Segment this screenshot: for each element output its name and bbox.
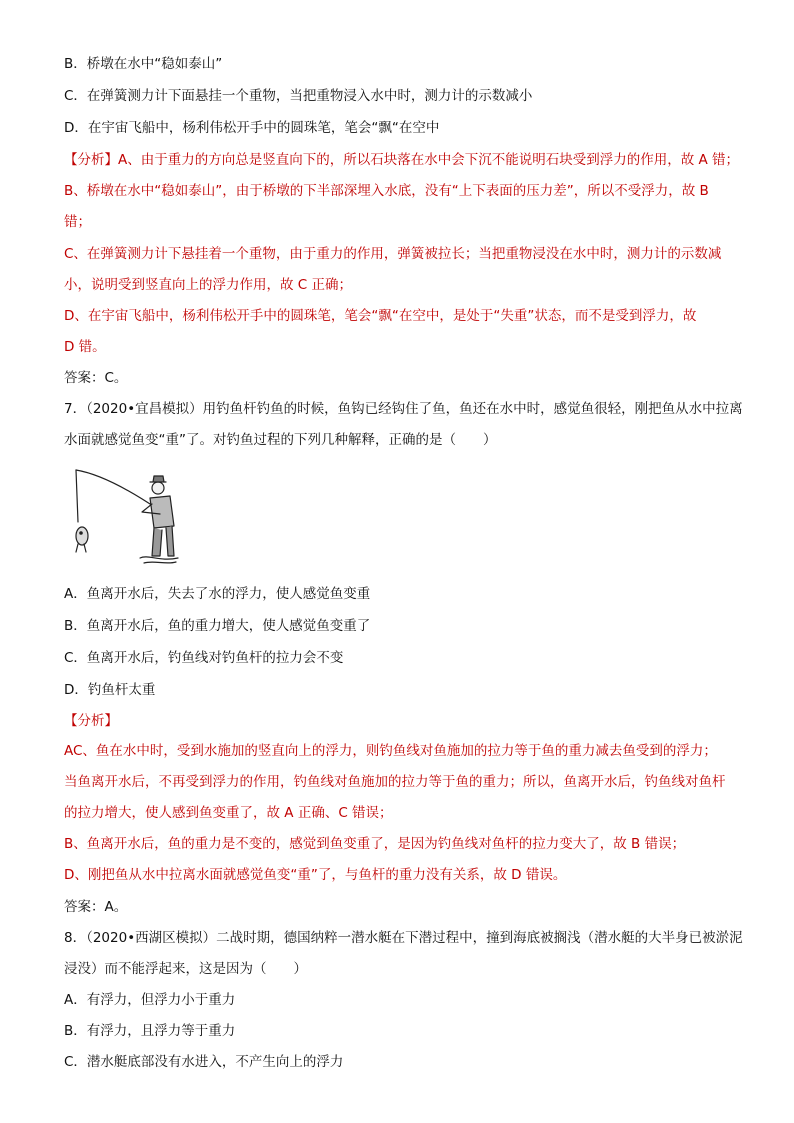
analysis-line: 的拉力增大，使人感到鱼变重了，故 A 正确、C 错误；	[64, 805, 393, 821]
question-7-stem: 7．（2020•宜昌模拟）用钓鱼杆钓鱼的时候，鱼钩已经钩住了鱼，鱼还在水中时，感觉鱼很轻，刚把鱼从水中拉离	[64, 401, 743, 417]
fishing-man-illustration	[70, 464, 180, 566]
option-c: C．潜水艇底部没有水进入，不产生向上的浮力	[64, 1054, 344, 1070]
analysis-line: 当鱼离开水后，不再受到浮力的作用，钓鱼线对鱼施加的拉力等于鱼的重力；所以，鱼离开水后，钓鱼线对鱼杆	[64, 774, 726, 790]
analysis-line: D 错。	[64, 339, 106, 355]
analysis-label: 【分析】	[64, 713, 118, 729]
analysis-line: AC、鱼在水中时，受到水施加的竖直向上的浮力，则钓鱼线对鱼施加的拉力等于鱼的重力减去鱼受到的浮力；	[64, 743, 717, 759]
option-b: B．桥墩在水中“稳如泰山”	[64, 56, 223, 72]
option-d: D．在宇宙飞船中，杨利伟松开手中的圆珠笔，笔会“飘“在空中	[64, 120, 440, 136]
answer: 答案：C。	[64, 370, 128, 386]
question-8-stem: 浸没）而不能浮起来，这是因为（ ）	[64, 961, 307, 977]
analysis-line: D、在宇宙飞船中，杨利伟松开手中的圆珠笔，笔会“飘“在空中，是处于“失重”状态，而不是受到浮力，故	[64, 308, 697, 324]
answer: 答案：A。	[64, 899, 128, 915]
analysis-line: B、鱼离开水后，鱼的重力是不变的，感觉到鱼变重了，是因为钓鱼线对鱼杆的拉力变大了，故 B 错误；	[64, 836, 686, 852]
option-a: A．有浮力，但浮力小于重力	[64, 992, 236, 1008]
option-b: B．鱼离开水后，鱼的重力增大，使人感觉鱼变重了	[64, 618, 371, 634]
option-d: D．钓鱼杆太重	[64, 682, 156, 698]
analysis-line: D、刚把鱼从水中拉离水面就感觉鱼变“重”了，与鱼杆的重力没有关系，故 D 错误。	[64, 867, 567, 883]
option-c: C．鱼离开水后，钓鱼线对钓鱼杆的拉力会不变	[64, 650, 344, 666]
analysis-line: B、桥墩在水中“稳如泰山”，由于桥墩的下半部深埋入水底，没有“上下表面的压力差”，所以不受浮力，故 B	[64, 183, 709, 199]
option-a: A．鱼离开水后，失去了水的浮力，使人感觉鱼变重	[64, 586, 371, 602]
option-c: C．在弹簧测力计下面悬挂一个重物，当把重物浸入水中时，测力计的示数减小	[64, 88, 533, 104]
analysis-line: 【分析】A、由于重力的方向总是竖直向下的，所以石块落在水中会下沉不能说明石块受到浮力的作用，故 A 错；	[64, 152, 740, 168]
analysis-line: C、在弹簧测力计下悬挂着一个重物，由于重力的作用，弹簧被拉长；当把重物浸没在水中时，测力计的示数减	[64, 246, 722, 262]
question-7-stem: 水面就感觉鱼变“重”了。对钓鱼过程的下列几种解释，正确的是（ ）	[64, 432, 497, 448]
analysis-line: 错；	[64, 214, 91, 230]
analysis-line: 小，说明受到竖直向上的浮力作用，故 C 正确；	[64, 277, 353, 293]
question-8-stem: 8．（2020•西湖区模拟）二战时期，德国纳粹一潜水艇在下潜过程中，撞到海底被搁浅（潜水艇的大半身已被淤泥	[64, 930, 743, 946]
option-b: B．有浮力，且浮力等于重力	[64, 1023, 236, 1039]
